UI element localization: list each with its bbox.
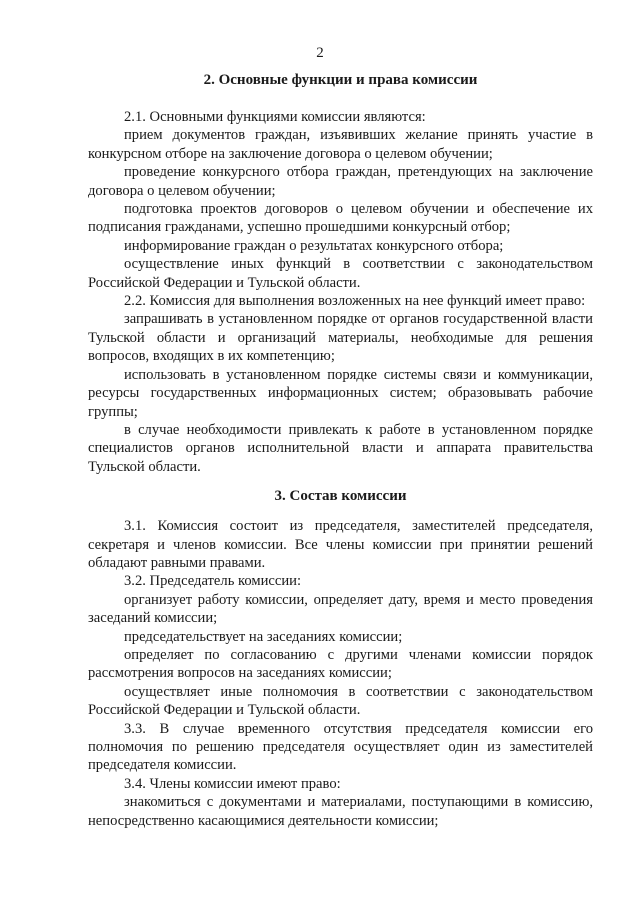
paragraph: знакомиться с документами и материалами, поступающими в комиссию, непосредственно касающимися деятельности комиссии; — [88, 794, 593, 829]
section-heading-composition: 3. Состав комиссии — [274, 488, 407, 505]
paragraph: проведение конкурсного отбора граждан, претендующих на заключение договора о целевом обучении; — [88, 164, 593, 199]
paragraph: в случае необходимости привлекать к работе в установленном порядке специалистов органов исполнительной власти и аппарата правительства Тульской области. — [88, 421, 593, 475]
paragraph: 2.1. Основными функциями комиссии являются: — [124, 109, 426, 125]
paragraph: председательствует на заседаниях комиссии; — [124, 628, 403, 645]
paragraph: прием документов граждан, изъявивших желание принять участие в конкурсном отборе на заключение договора о целевом обучении; — [88, 127, 593, 162]
paragraph: 3.3. В случае временного отсутствия председателя комиссии его полномочия по решению председателя осуществляет один из заместителей председателя комиссии. — [88, 720, 593, 774]
paragraph: использовать в установленном порядке системы связи и коммуникации, ресурсы государственных информационных систем; образовывать рабочие группы; — [88, 366, 593, 420]
paragraph: 3.2. Председатель комиссии: — [124, 573, 302, 590]
paragraph: определяет по согласованию с другими членами комиссии порядок рассмотрения вопросов на заседаниях комиссии; — [88, 646, 593, 682]
paragraph: запрашивать в установленном порядке от органов государственной власти Тульской области и организаций материалы, необходимые для решения вопросов, входящих в их компетенцию; — [88, 311, 593, 365]
paragraph: 3.4. Члены комиссии имеют право: — [124, 775, 341, 792]
page-number: 2 — [316, 45, 324, 61]
paragraph: осуществление иных функций в соответствии с законодательством Российской Федерации и Тульской области. — [88, 256, 593, 291]
section-heading-functions: 2. Основные функции и права комиссии — [203, 72, 478, 88]
paragraph: информирование граждан о результатах конкурсного отбора; — [124, 237, 504, 254]
paragraph: осуществляет иные полномочия в соответствии с законодательством Российской Федерации и Тульской области. — [88, 683, 593, 719]
paragraph: подготовка проектов договоров о целевом обучении и обеспечение их подписания гражданами, успешно прошедшими конкурсный отбор; — [88, 201, 593, 236]
paragraph: 3.1. Комиссия состоит из председателя, заместителей председателя, секретаря и членов комиссии. Все члены комиссии при принятии решений обладают равными правами. — [88, 518, 593, 571]
paragraph: 2.2. Комиссия для выполнения возложенных на нее функций имеет право: — [124, 293, 586, 310]
paragraph: организует работу комиссии, определяет дату, время и место проведения заседаний комиссии; — [88, 591, 593, 627]
document-body — [88, 70, 593, 830]
